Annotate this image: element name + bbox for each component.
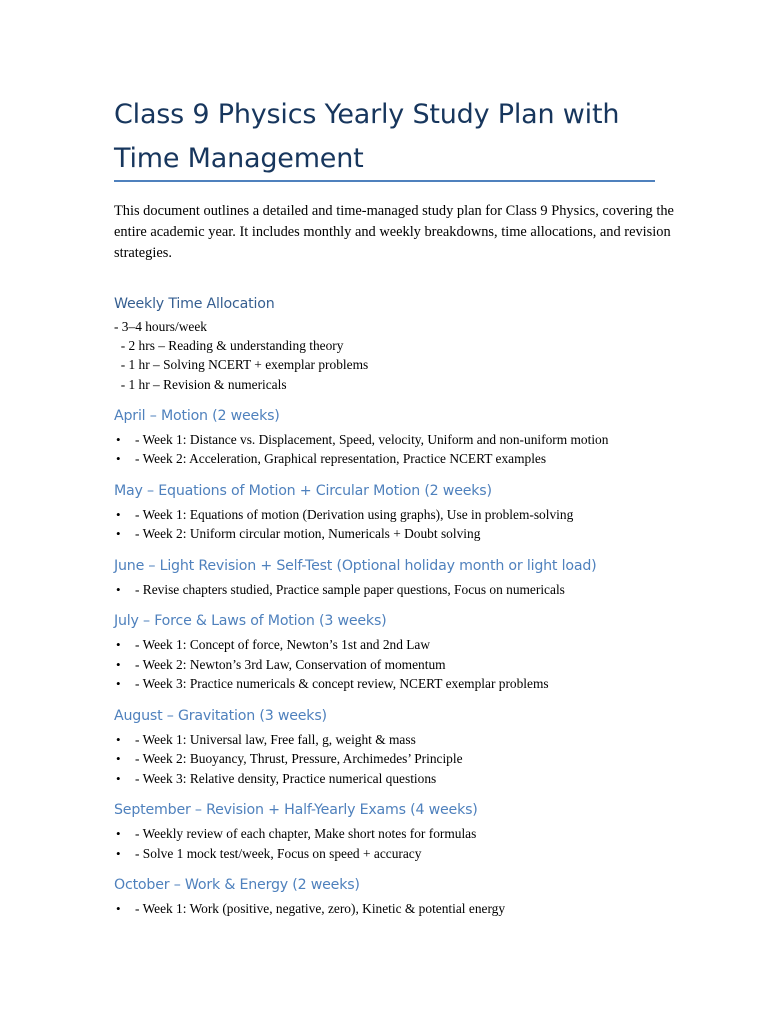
bullet-icon: • [116,901,121,917]
list-item [114,844,714,864]
list-item [114,769,714,789]
list-item [114,430,714,450]
bullet-icon: • [116,845,121,861]
list-item-text: - Week 1: Work (positive, negative, zero), Kinetic & potential energy [135,901,506,917]
month-section-october [114,875,714,919]
list-item [114,524,714,544]
bullet-icon: • [116,676,121,692]
document-body [114,294,714,931]
bullet-icon: • [116,506,121,522]
bullet-icon: • [116,826,121,842]
allocation-line: - 3–4 hours/week [114,319,207,334]
intro-paragraph: This document outlines a detailed and time-managed study plan for Class 9 Physics, covering the entire academic year. It includes monthly and weekly breakdowns, time allocations, and revision strategies. [114,203,674,261]
allocation-line: - 1 hr – Revision & numericals [114,376,287,392]
bullet-icon: • [116,656,121,672]
section-heading: September – Revision + Half-Yearly Exams (4 weeks) [114,802,478,819]
section-list [114,730,714,789]
allocation-line: - 1 hr – Solving NCERT + exemplar problems [114,357,369,373]
list-item-text: - Week 1: Universal law, Free fall, g, weight & mass [135,731,416,747]
weekly-allocation-heading: Weekly Time Allocation [114,296,275,312]
allocation-line: - 2 hrs – Reading & understanding theory [114,338,344,354]
list-item-text: - Week 2: Buoyancy, Thrust, Pressure, Archimedes’ Principle [135,751,463,767]
weekly-allocation-list [114,317,714,394]
list-item [114,730,714,750]
bullet-icon: • [116,637,121,653]
list-item [114,674,714,694]
list-item [114,899,714,919]
list-item [114,749,714,769]
section-list [114,505,714,544]
bullet-icon: • [116,751,121,767]
list-item-text: - Week 3: Practice numericals & concept review, NCERT exemplar problems [135,676,549,692]
weekly-allocation-section [114,294,714,394]
month-section-september [114,800,714,863]
bullet-icon: • [116,731,121,747]
list-item-text: - Solve 1 mock test/week, Focus on speed + accuracy [135,845,422,861]
bullet-icon: • [116,526,121,542]
section-list [114,430,714,469]
bullet-icon: • [116,431,121,447]
list-item-text: - Week 2: Acceleration, Graphical representation, Practice NCERT examples [135,451,547,467]
title-divider [114,180,655,182]
section-heading: October – Work & Energy (2 weeks) [114,877,360,894]
list-item [114,635,714,655]
list-item-text: - Week 1: Concept of force, Newton’s 1st and 2nd Law [135,637,431,653]
list-item-text: - Week 2: Newton’s 3rd Law, Conservation of momentum [135,656,446,672]
list-item-text: - Week 3: Relative density, Practice numerical questions [135,770,437,786]
section-list [114,635,714,694]
list-item [114,580,714,600]
list-item-text: - Week 1: Equations of motion (Derivation using graphs), Use in problem-solving [135,506,574,522]
month-section-june [114,556,714,600]
document-title: Class 9 Physics Yearly Study Plan with Time Management [114,99,620,174]
section-list [114,580,714,600]
bullet-icon: • [116,770,121,786]
list-item-text: - Revise chapters studied, Practice sample paper questions, Focus on numericals [135,581,565,597]
section-heading: August – Gravitation (3 weeks) [114,707,327,724]
list-item [114,449,714,469]
month-section-august [114,706,714,789]
section-heading: June – Light Revision + Self-Test (Optional holiday month or light load) [114,557,597,574]
list-item [114,505,714,525]
section-heading: July – Force & Laws of Motion (3 weeks) [114,613,387,630]
bullet-icon: • [116,451,121,467]
section-list [114,899,714,919]
list-item [114,655,714,675]
list-item [114,824,714,844]
section-heading: May – Equations of Motion + Circular Motion (2 weeks) [114,482,492,499]
section-heading: April – Motion (2 weeks) [114,407,280,424]
bullet-icon: • [116,581,121,597]
list-item-text: - Weekly review of each chapter, Make short notes for formulas [135,826,477,842]
month-section-april [114,406,714,469]
list-item-text: - Week 1: Distance vs. Displacement, Speed, velocity, Uniform and non-uniform motion [135,431,609,447]
section-list [114,824,714,863]
list-item-text: - Week 2: Uniform circular motion, Numericals + Doubt solving [135,526,481,542]
month-section-may [114,481,714,544]
month-section-july [114,611,714,694]
